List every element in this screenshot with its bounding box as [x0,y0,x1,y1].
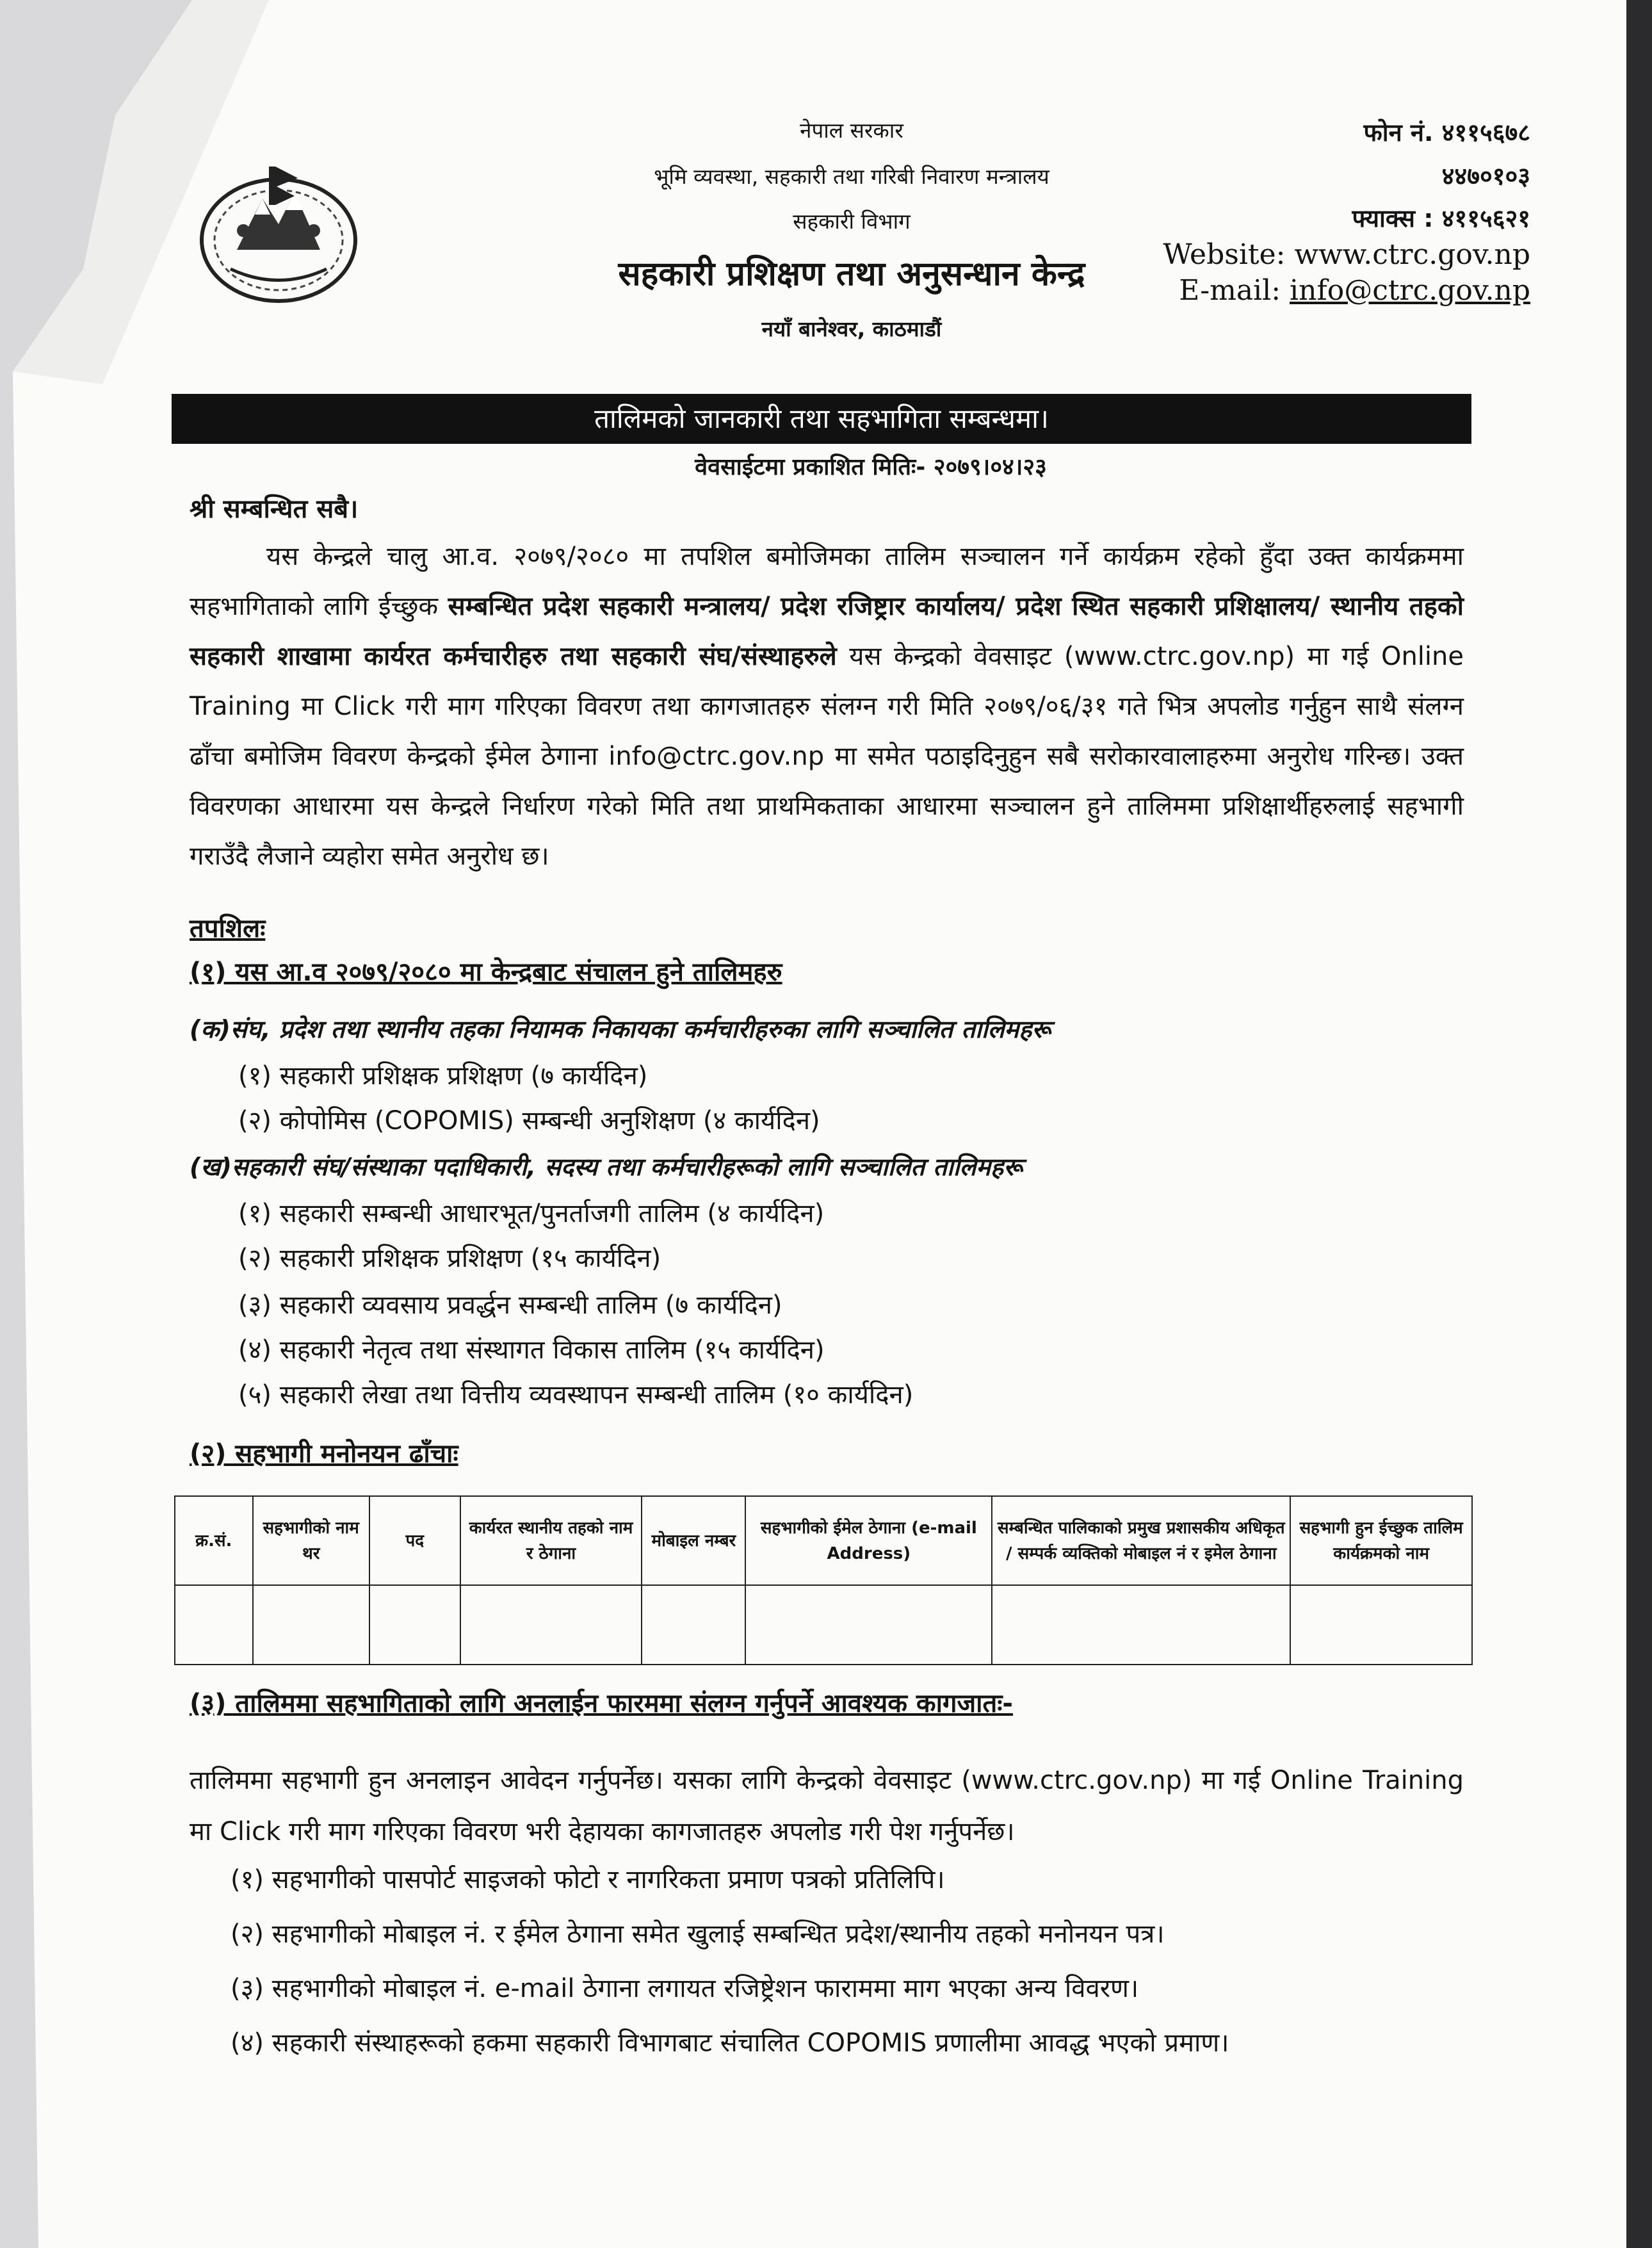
phone-2: ४४७०१०३ [1441,162,1530,190]
website-label: Website: [1163,238,1286,271]
document-item: (३) सहभागीको मोबाइल नं. e-mail ठेगाना लगायत रजिष्ट्रेशन फाराममा माग भएका अन्य विवरण। [231,1974,1139,2003]
group-a-item: (२) कोपोमिस (COPOMIS) सम्बन्धी अनुशिक्षण (४ कार्यदिन) [238,1106,820,1136]
phone-label: फोन नं. [1363,118,1434,147]
salutation: श्री सम्बन्धित सबै। [190,494,359,524]
group-b-heading: (ख)सहकारी संघ/संस्थाका पदाधिकारी, सदस्य तथा कर्मचारीहरूको लागि सञ्चालित तालिमहरू [190,1153,1023,1181]
empty-cell[interactable] [745,1585,992,1665]
group-b-item: (४) सहकारी नेतृत्व तथा संस्थागत विकास तालिम (१५ कार्यदिन) [238,1335,825,1365]
empty-cell[interactable] [642,1585,745,1665]
empty-cell[interactable] [369,1585,460,1665]
column-header: सहभागी हुन ईच्छुक तालिम कार्यक्रमको नाम [1290,1496,1472,1585]
email-line [1179,274,1530,307]
document-item: (२) सहभागीको मोबाइल नं. र ईमेल ठेगाना समेत खुलाई सम्बन्धित प्रदेश/स्थानीय तहको मनोनयन पत्र। [231,1919,1165,1949]
fax-line [1352,201,1531,234]
section3-intro: तालिममा सहभागी हुन अनलाइन आवेदन गर्नुपर्नेछ। यसका लागि केन्द्रको वेवसाइट (www.ctrc.gov.np) मा गई Online Training मा Click गरी माग गरिएका विवरण भरी देहायका कागजातहरु अपलोड गरी पेश गर्नुपर्नेछ। [190,1766,1464,1846]
group-b-item: (३) सहकारी व्यवसाय प्रवर्द्धन सम्बन्धी तालिम (७ कार्यदिन) [238,1291,782,1320]
published-date: वेवसाईटमा प्रकाशित मितिः- २०७९।०४।२३ [695,454,1047,480]
section1-heading: (१) यस आ.व २०७९/२०८० मा केन्द्रबाट संचालन हुने तालिमहरु [190,957,782,987]
empty-cell[interactable] [460,1585,642,1665]
group-a-item: (१) सहकारी प्रशिक्षक प्रशिक्षण (७ कार्यदिन) [238,1061,648,1091]
column-header: पद [369,1496,460,1585]
subject-bar: तालिमको जानकारी तथा सहभागिता सम्बन्धमा। [172,394,1471,444]
empty-cell[interactable] [1290,1585,1472,1665]
nepal-government-emblem-icon [192,154,365,307]
column-header: सहभागीको ईमेल ठेगाना (e-mail Address) [745,1496,992,1585]
intro-paragraph [190,532,1464,881]
column-header: सहभागीको नाम थर [253,1496,369,1585]
header-department: सहकारी विभाग [793,209,911,234]
fax-number: ४११५६२१ [1441,204,1530,232]
document-item: (१) सहभागीको पासपोर्ट साइजको फोटो र नागरिकता प्रमाण पत्रको प्रतिलिपि। [231,1865,945,1894]
header-address: नयाँ बानेश्वर, काठमाडौं [761,316,942,341]
intro-part-2: यस केन्द्रको वेवसाइट (www.ctrc.gov.np) मा गई Online Training मा Click गरी माग गरिएका विवरण तथा कागजातहरु संलग्न गरी मिति २०७९/०६/३१ गते भित्र अपलोड गर्नुहुन साथै संलग्न ढाँचा बमोजिम विवरण केन्द्रको ईमेल ठेगाना info@ctrc.gov.np मा समेत पठाइदिनुहुन सबै सरोकारवालाहरुमा अनुरोध गरिन्छ। उक्त विवरणका आधारमा यस केन्द्रले निर्धारण गरेको मिति तथा प्राथमिकताका आधारमा सञ्चालन हुने तालिममा प्रशिक्षार्थीहरुलाई सहभागी गराउँदै लैजाने व्यहोरा समेत अनुरोध छ। [190,642,1464,871]
website-link[interactable]: www.ctrc.gov.np [1294,238,1530,271]
column-header: मोबाइल नम्बर [642,1496,745,1585]
intro-bold: सम्बन्धित प्रदेश सहकारी मन्त्रालय/ प्रदेश रजिष्ट्रार कार्यालय/ प्रदेश स्थित सहकारी प्रशिक्षालय/ स्थानीय तहको सहकारी शाखामा कार्यरत कर्मचारीहरु तथा सहकारी संघ/संस्थाहरुले [190,592,1464,671]
table-header-row [175,1496,1472,1585]
phone-1: ४११५६७८ [1441,118,1530,147]
phone-line-1 [1363,115,1530,149]
website-line [1163,238,1530,271]
email-link[interactable]: info@ctrc.gov.np [1290,274,1530,307]
scanner-edge [1626,0,1652,2248]
header-gov: नेपाल सरकार [800,118,903,143]
document-item: (४) सहकारी संस्थाहरूको हकमा सहकारी विभागबाट संचालित COPOMIS प्रणालीमा आवद्ध भएको प्रमाण। [231,2028,1229,2058]
group-b-item: (१) सहकारी सम्बन्धी आधारभूत/पुनर्ताजगी तालिम (४ कार्यदिन) [238,1199,825,1228]
header-center: सहकारी प्रशिक्षण तथा अनुसन्धान केन्द्र [618,255,1085,293]
column-header: सम्बन्धित पालिकाको प्रमुख प्रशासकीय अधिकृत / सम्पर्क व्यक्तिको मोबाइल नं र इमेल ठेगाना [992,1496,1290,1585]
group-b-item: (५) सहकारी लेखा तथा वित्तीय व्यवस्थापन सम्बन्धी तालिम (१० कार्यदिन) [238,1380,914,1410]
empty-cell[interactable] [992,1585,1290,1665]
intro-part-1: यस केन्द्रले चालु आ.व. २०७९/२०८० मा तपशिल बमोजिमका तालिम सञ्चालन गर्ने कार्यक्रम रहेको हुँदा उक्त कार्यक्रममा सहभागिताको लागि ईच्छुक [190,542,1464,621]
nomination-table [174,1495,1473,1665]
column-header: कार्यरत स्थानीय तहको नाम र ठेगाना [460,1496,642,1585]
table-row [175,1585,1472,1665]
empty-cell[interactable] [175,1585,253,1665]
section3-heading: (३) तालिममा सहभागिताको लागि अनलाईन फारममा संलग्न गर्नुपर्ने आवश्यक कागजातः- [190,1689,1014,1718]
empty-cell[interactable] [253,1585,369,1665]
group-b-item: (२) सहकारी प्रशिक्षक प्रशिक्षण (१५ कार्यदिन) [238,1244,661,1273]
header-ministry: भूमि व्यवस्था, सहकारी तथा गरिबी निवारण मन्त्रालय [654,164,1049,189]
email-label: E-mail: [1179,274,1281,307]
group-a-heading: (क)संघ, प्रदेश तथा स्थानीय तहका नियामक निकायका कर्मचारीहरुका लागि सञ्चालित तालिमहरू [190,1015,1051,1043]
section2-heading: (२) सहभागी मनोनयन ढाँचाः [190,1439,458,1469]
details-heading: तपशिलः [190,914,266,943]
fax-label: फ्याक्स : [1352,204,1434,232]
column-header: क्र.सं. [175,1496,253,1585]
